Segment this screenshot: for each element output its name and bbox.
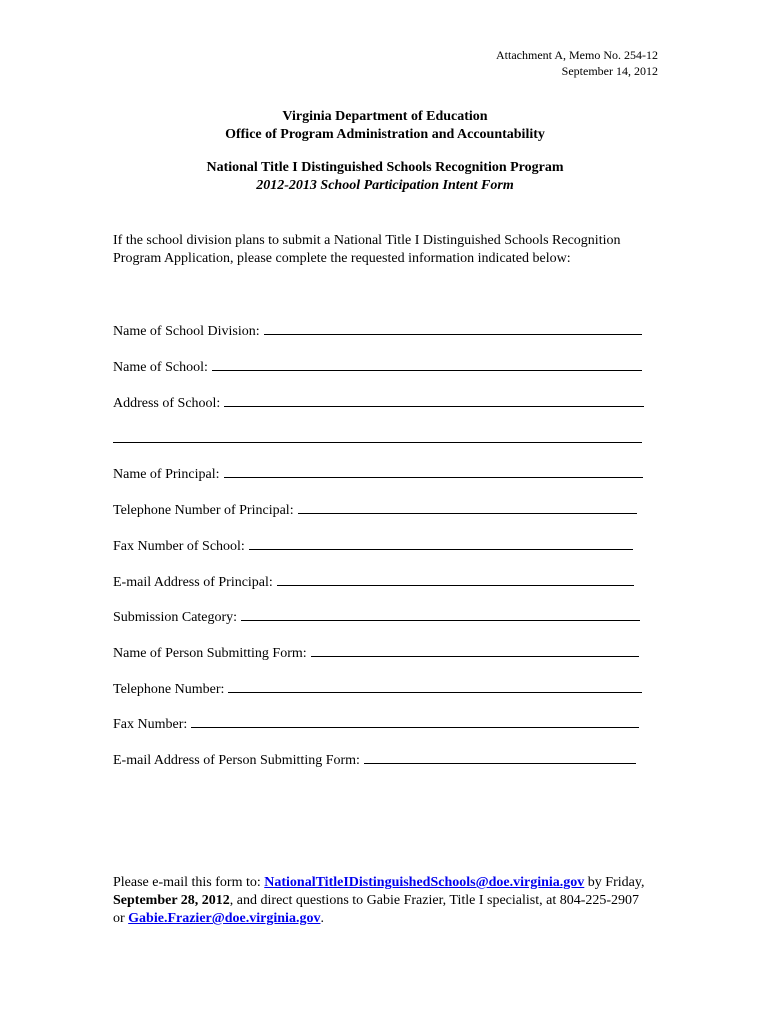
- principal-name-label: Name of Principal:: [113, 467, 220, 482]
- school-fax-field[interactable]: [113, 535, 633, 555]
- footer-text-2: by Friday,: [584, 875, 645, 890]
- school-address-line[interactable]: [224, 392, 644, 407]
- principal-email-label: E-mail Address of Principal:: [113, 575, 273, 590]
- submitter-email-label: E-mail Address of Person Submitting Form:: [113, 753, 360, 768]
- program-title: National Title I Distinguished Schools Recognition Program: [206, 160, 564, 175]
- submitter-phone-line[interactable]: [228, 678, 642, 693]
- principal-email-line[interactable]: [277, 571, 634, 586]
- attachment-reference: [496, 47, 658, 79]
- school-fax-label: Fax Number of School:: [113, 539, 245, 554]
- submitter-name-line[interactable]: [311, 642, 639, 657]
- school-address-line-2[interactable]: [113, 442, 642, 443]
- school-address-label: Address of School:: [113, 396, 221, 411]
- submitter-fax-field[interactable]: [113, 713, 639, 733]
- org-name: Virginia Department of Education: [282, 109, 488, 124]
- submitter-email-line[interactable]: [364, 749, 636, 764]
- submission-category-field[interactable]: [113, 606, 640, 626]
- submission-category-line[interactable]: [241, 606, 640, 621]
- specialist-email-link[interactable]: Gabie.Frazier@doe.virginia.gov: [128, 911, 321, 926]
- school-name-line[interactable]: [212, 356, 642, 371]
- school-name-label: Name of School:: [113, 360, 208, 375]
- attachment-date: September 14, 2012: [561, 64, 658, 78]
- principal-phone-field[interactable]: [113, 499, 637, 519]
- principal-name-line[interactable]: [224, 463, 643, 478]
- deadline-date: September 28, 2012: [113, 893, 230, 908]
- principal-phone-line[interactable]: [298, 499, 637, 514]
- submitter-fax-label: Fax Number:: [113, 717, 188, 732]
- school-division-line[interactable]: [264, 320, 642, 335]
- principal-phone-label: Telephone Number of Principal:: [113, 503, 294, 518]
- school-fax-line[interactable]: [249, 535, 633, 550]
- principal-name-field[interactable]: [113, 463, 643, 483]
- submitter-name-label: Name of Person Submitting Form:: [113, 646, 307, 661]
- footer-text-1: Please e-mail this form to:: [113, 875, 265, 890]
- office-name: Office of Program Administration and Accountability: [225, 127, 545, 142]
- submission-category-label: Submission Category:: [113, 610, 238, 625]
- submitter-phone-label: Telephone Number:: [113, 682, 225, 697]
- submitter-fax-line[interactable]: [191, 713, 639, 728]
- principal-email-field[interactable]: [113, 571, 634, 591]
- submitter-email-field[interactable]: [113, 749, 636, 769]
- submitter-name-field[interactable]: [113, 642, 639, 662]
- recognition-email-link[interactable]: NationalTitleIDistinguishedSchools@doe.virginia.gov: [264, 875, 585, 890]
- submission-instructions: [113, 874, 653, 928]
- attachment-memo: Attachment A, Memo No. 254-12: [496, 48, 658, 62]
- form-title: 2012-2013 School Participation Intent Form: [256, 178, 514, 193]
- footer-text-4: .: [320, 911, 324, 926]
- school-division-field[interactable]: [113, 320, 642, 340]
- school-name-field[interactable]: [113, 356, 642, 376]
- intro-paragraph: If the school division plans to submit a National Title I Distinguished Schools Recognition Program Application, please complete the requested information indicated below:: [113, 233, 621, 266]
- school-division-label: Name of School Division:: [113, 324, 260, 339]
- footer-text-3: , and direct questions to Gabie Frazier, Title I specialist, at 804-225-2907 or: [113, 893, 640, 926]
- school-address-field[interactable]: [113, 392, 644, 412]
- submitter-phone-field[interactable]: [113, 678, 642, 698]
